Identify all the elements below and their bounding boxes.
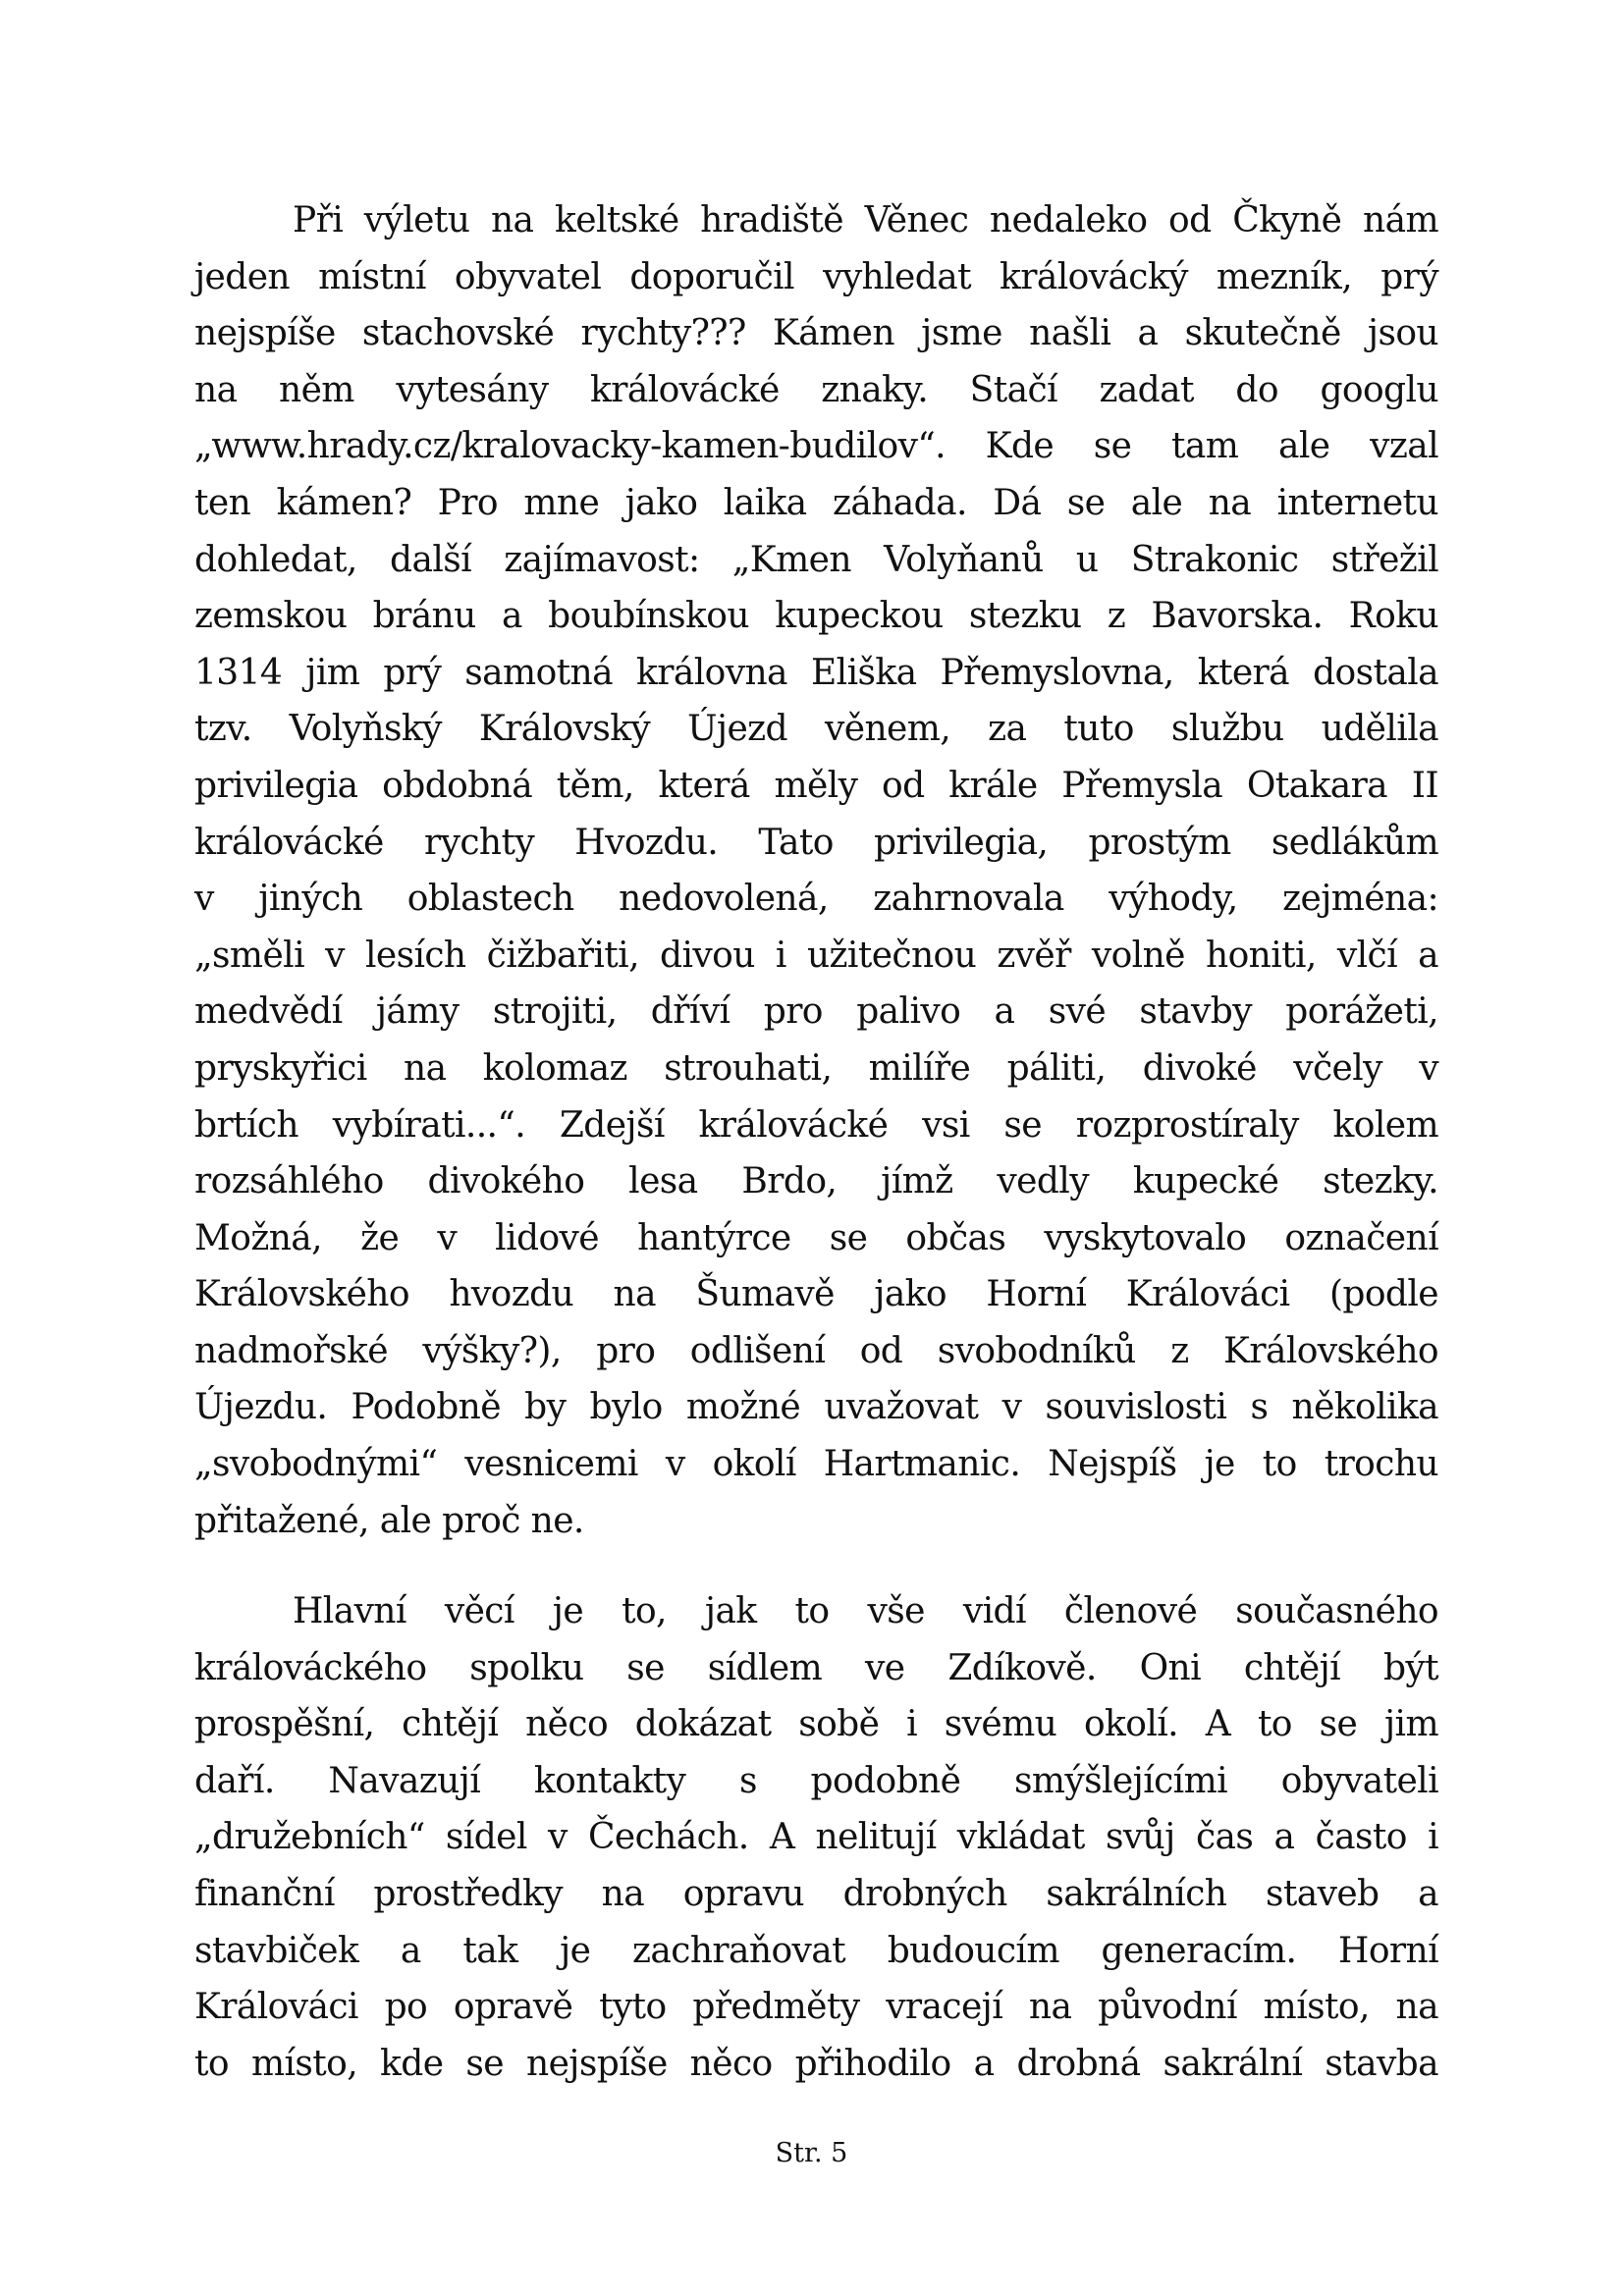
text-line: nadmořské výšky?), pro odlišení od svobodníků z Královského [194, 1330, 1438, 1371]
text-line: privilegia obdobná těm, která měly od krále Přemysla Otakara II [194, 765, 1438, 806]
text-line: Možná, že v lidové hantýrce se občas vyskytovalo označení [194, 1217, 1438, 1258]
text-line: stavbiček a tak je zachraňovat budoucím generacím. Horní [194, 1930, 1438, 1971]
text-line: Králováci po opravě tyto předměty vracejí na původní místo, na [194, 1987, 1438, 2028]
text-line: královácké rychty Hvozdu. Tato privilegia, prostým sedlákům [194, 822, 1438, 863]
text-line: prospěšní, chtějí něco dokázat sobě i svému okolí. A to se jim [194, 1704, 1438, 1745]
text-line: dohledat, další zajímavost: „Kmen Volyňanů u Strakonic střežil [194, 539, 1438, 580]
text-line: „směli v lesích čižbařiti, divou i užitečnou zvěř volně honiti, vlčí a [194, 934, 1438, 976]
text-line: brtích vybírati...“. Zdejší královácké vsi se rozprostíraly kolem [194, 1104, 1438, 1146]
text-line: daří. Navazují kontakty s podobně smýšlejícími obyvateli [194, 1760, 1438, 1801]
text-line: jeden místní obyvatel doporučil vyhledat královácký mezník, prý [194, 256, 1438, 297]
text-line: nejspíše stachovské rychty??? Kámen jsme našli a skutečně jsou [194, 313, 1438, 354]
text-line: Újezdu. Podobně by bylo možné uvažovat v souvislosti s několika [194, 1387, 1438, 1428]
paragraph-2 [194, 1583, 1438, 2092]
text-line: „svobodnými“ vesnicemi v okolí Hartmanic. Nejspíš je to trochu [194, 1444, 1438, 1485]
text-line: pryskyřici na kolomaz strouhati, milíře páliti, divoké včely v [194, 1047, 1438, 1089]
text-line: finanční prostředky na opravu drobných sakrálních staveb a [194, 1873, 1438, 1914]
page-number: Str. 5 [775, 2138, 848, 2168]
text-line: „družebních“ sídel v Čechách. A nelitují vkládat svůj čas a často i [194, 1817, 1438, 1858]
text-line: 1314 jim prý samotná královna Eliška Přemyslovna, která dostala [194, 652, 1438, 693]
text-line: Královského hvozdu na Šumavě jako Horní Králováci (podle [194, 1274, 1438, 1315]
text-line: to místo, kde se nejspíše něco přihodilo a drobná sakrální stavba [194, 2043, 1438, 2084]
text-line: v jiných oblastech nedovolená, zahrnovala výhody, zejména: [194, 879, 1438, 920]
text-line: Při výletu na keltské hradiště Věnec nedaleko od Čkyně nám [293, 200, 1438, 240]
text-line: medvědí jámy strojiti, dříví pro palivo a své stavby porážeti, [194, 991, 1438, 1033]
text-line: Hlavní věcí je to, jak to vše vidí členové současného [293, 1591, 1438, 1631]
text-line: na něm vytesány královácké znaky. Stačí zadat do googlu [194, 369, 1438, 410]
text-line: králováckého spolku se sídlem ve Zdíkově. Oni chtějí být [194, 1647, 1438, 1688]
text-line: zemskou bránu a boubínskou kupeckou stezku z Bavorska. Roku [194, 596, 1438, 637]
text-line: tzv. Volyňský Královský Újezd věnem, za tuto službu udělila [194, 709, 1438, 750]
text-line: ten kámen? Pro mne jako laika záhada. Dá se ale na internetu [194, 482, 1438, 523]
text-line: „www.hrady.cz/kralovacky-kamen-budilov“. Kde se tam ale vzal [194, 426, 1438, 467]
text-line: přitažené, ale proč ne. [194, 1500, 584, 1541]
paragraph-1 [194, 192, 1438, 1549]
text-line: rozsáhlého divokého lesa Brdo, jímž vedly kupecké stezky. [194, 1161, 1438, 1202]
